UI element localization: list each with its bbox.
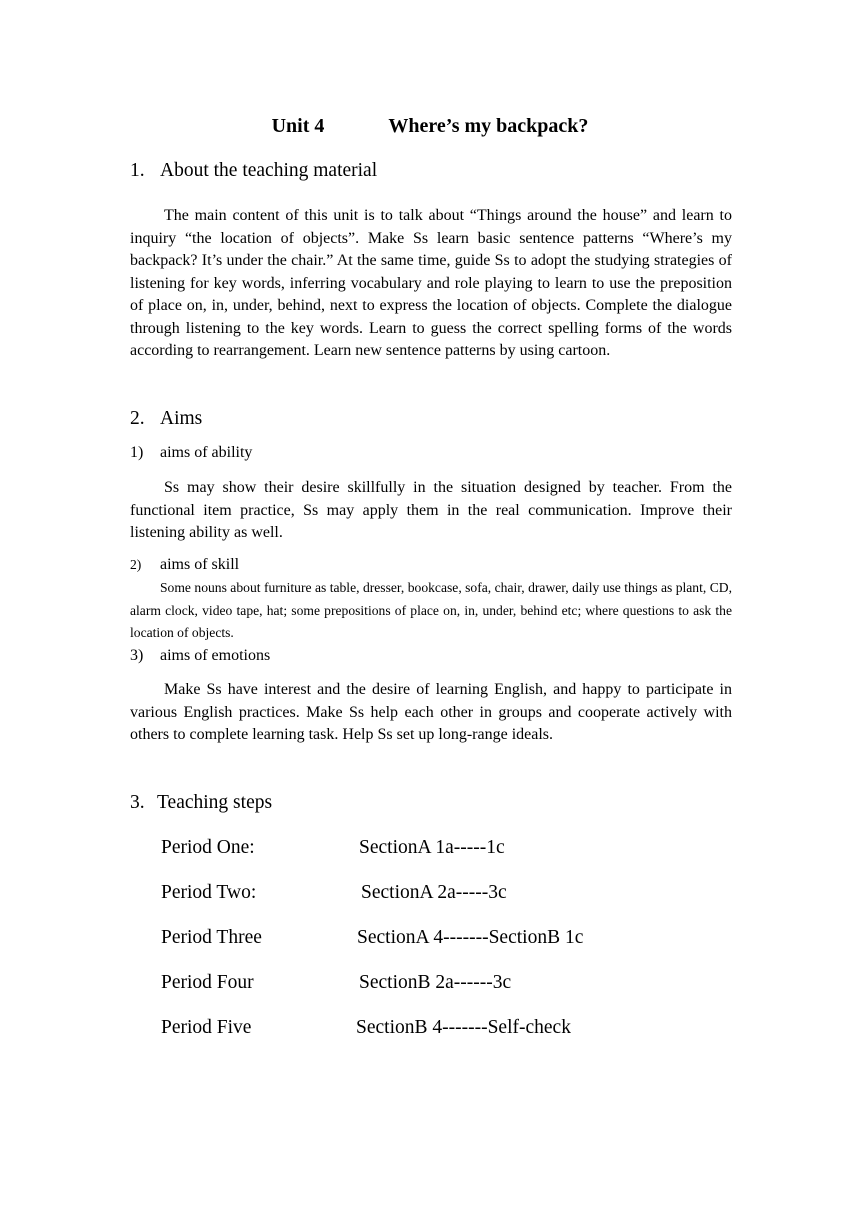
section-number: 1. <box>130 160 145 181</box>
aim-number: 1) <box>130 444 144 461</box>
aim-label: aims of skill <box>160 556 240 573</box>
unit-label: Unit 4 <box>271 115 325 137</box>
period-row <box>161 837 505 859</box>
period-row <box>161 927 584 949</box>
section-heading-teaching-steps <box>130 792 272 814</box>
period-name: Period One: <box>161 837 255 858</box>
section-heading-about <box>130 160 377 182</box>
aim-heading-emotions <box>130 647 270 665</box>
section-number: 2. <box>130 408 145 429</box>
period-section: SectionB 2a------3c <box>359 972 512 993</box>
period-section: SectionA 1a-----1c <box>359 837 505 858</box>
aim-text-skill: Some nouns about furniture as table, dresser, bookcase, sofa, chair, drawer, daily use things as plant, CD, alarm clock, video tape, hat; some prepositions of place on, in, under, behind etc; where questions to ask the location of objects. <box>130 580 732 640</box>
unit-topic: Where’s my backpack? <box>388 115 589 137</box>
period-section: SectionB 4-------Self-check <box>356 1017 571 1038</box>
section-title: About the teaching material <box>160 160 378 181</box>
aim-text-emotions: Make Ss have interest and the desire of learning English, and happy to participate in various English practices. Make Ss help each other in groups and cooperate actively with others to complete learning task. Help Ss set up long-range ideals. <box>130 681 732 743</box>
aim-text-ability: Ss may show their desire skillfully in the situation designed by teacher. From the functional item practice, Ss may apply them in the real communication. Improve their listening ability as well. <box>130 479 732 541</box>
period-name: Period Four <box>161 972 254 993</box>
period-name: Period Two: <box>161 882 257 903</box>
aim-heading-skill <box>130 556 239 574</box>
aim-heading-ability <box>130 444 252 462</box>
aim-number: 2) <box>130 557 142 572</box>
document-title <box>0 115 860 138</box>
period-name: Period Three <box>161 927 262 948</box>
section-heading-aims <box>130 408 202 430</box>
aim-label: aims of ability <box>160 444 253 461</box>
period-row <box>161 972 512 994</box>
period-section: SectionA 2a-----3c <box>361 882 507 903</box>
section-number: 3. <box>130 792 145 813</box>
period-row <box>161 882 507 904</box>
period-section: SectionA 4-------SectionB 1c <box>357 927 584 948</box>
period-name: Period Five <box>161 1017 252 1038</box>
about-paragraph: The main content of this unit is to talk about “Things around the house” and learn to inquiry “the location of objects”. Make Ss learn basic sentence patterns “Where’s my backpack? It’s under the chair.” At the same time, guide Ss to adopt the studying strategies of listening for key words, inferring vocabulary and role playing to learn to use the preposition of place on, in, under, behind, next to express the location of objects. Complete the dialogue through listening to the key words. Learn to guess the correct spelling forms of the words according to rearrangement. Learn new sentence patterns by using cartoon. <box>130 207 732 359</box>
period-row <box>161 1017 571 1039</box>
section-title: Aims <box>160 408 203 429</box>
aim-label: aims of emotions <box>160 647 271 664</box>
section-title: Teaching steps <box>157 792 273 813</box>
aim-number: 3) <box>130 647 144 664</box>
